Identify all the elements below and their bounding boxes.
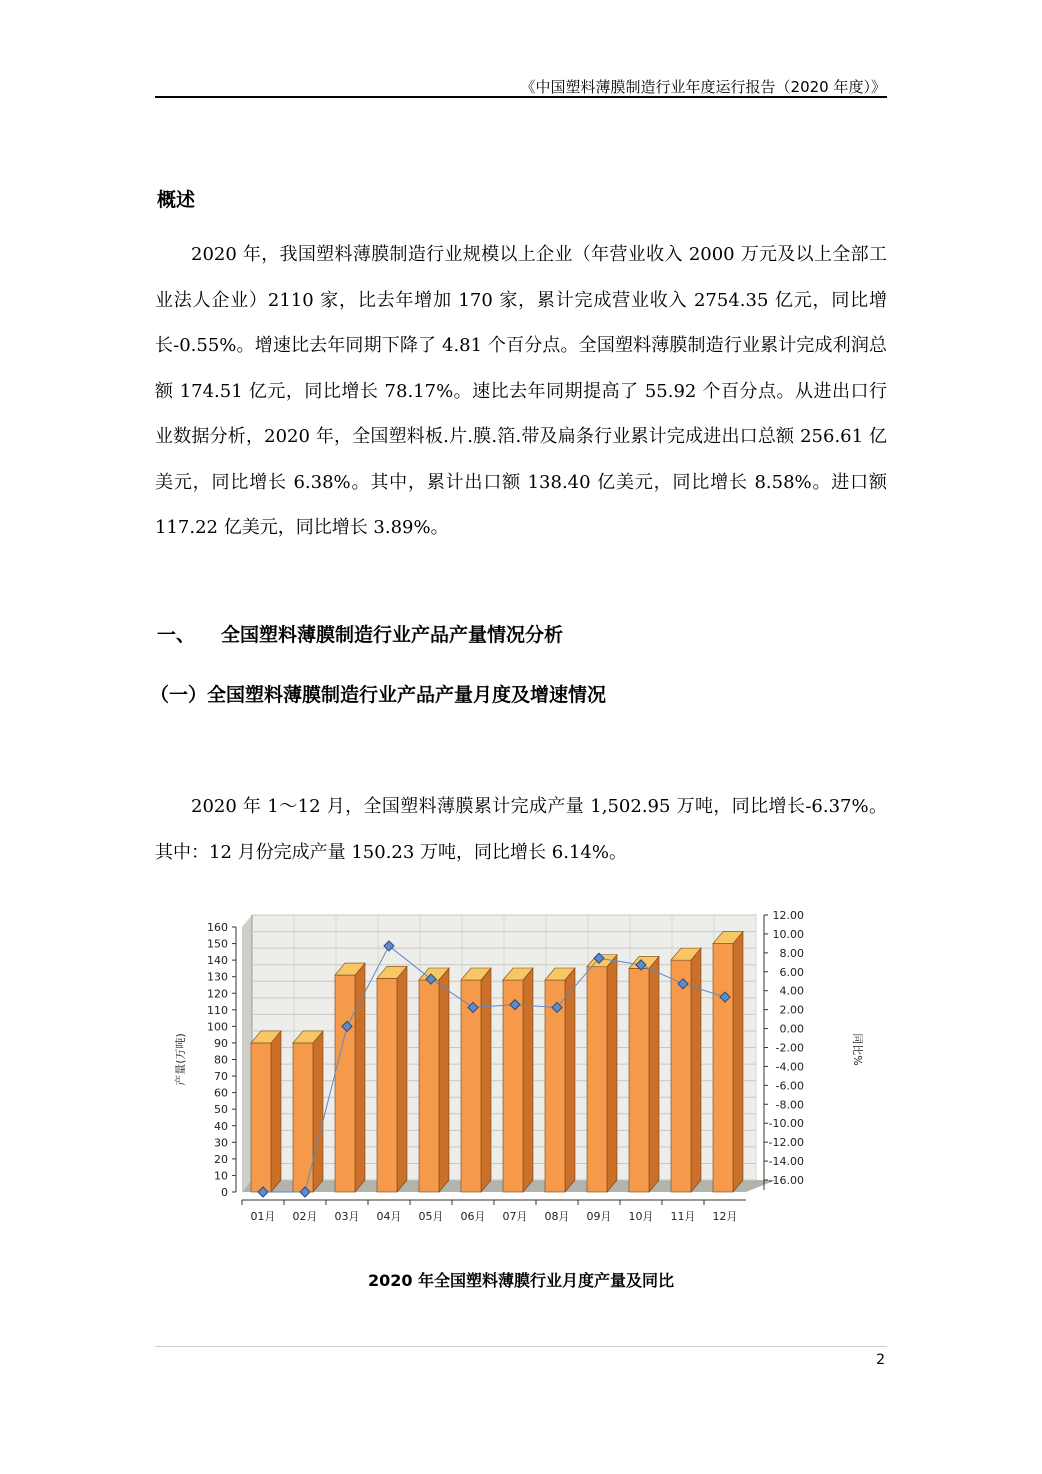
y-right-tick-label: 8.00 [779,946,804,960]
bar [293,1043,313,1192]
overview-paragraph: 2020 年，我国塑料薄膜制造行业规模以上企业（年营业收入 2000 万元及以上全部工业法人企业）2110 家，比去年增加 170 家，累计完成营业收入 2754.35 亿元，同比增长-0.55%。增速比去年同期下降了 4.81 个百分点。全国塑料薄膜制造行业累计完成利润总额 174.51 亿元，同比增长 78.17%。速比去年同期提高了 55.92 个百分点。从进出口行业数据分析，2020 年，全国塑料板.片.膜.箔.带及扁条行业累计完成进出口总额 256.61 亿美元，同比增长 6.38%。其中，累计出口额 138.40 亿美元，同比增长 8.58%。进口额 117.22 亿美元，同比增长 3.89%。 [155,244,887,538]
y-tick-label: 10 [214,1169,228,1183]
bar [503,980,523,1192]
y-right-tick-label: -10.00 [768,1117,804,1131]
bar [251,1043,271,1192]
bar [629,968,649,1192]
x-tick-label: 09月 [586,1210,612,1223]
y-tick-label: 120 [207,987,228,1001]
bar-side [649,956,659,1192]
x-tick-label: 01月 [250,1210,276,1223]
y-axis-right-label: 同比% [851,1033,864,1066]
bar [545,980,565,1192]
y-tick-label: 60 [214,1086,228,1100]
bar [461,980,481,1192]
chart-side-wall [242,915,252,1192]
y-right-tick-label: 4.00 [779,984,804,998]
y-tick-label: 20 [214,1152,228,1166]
y-tick-label: 40 [214,1119,228,1133]
y-right-tick-label: -8.00 [775,1098,804,1112]
x-tick-label: 02月 [292,1210,318,1223]
x-tick-label: 08月 [544,1210,570,1223]
bar-side [523,968,533,1192]
y-right-tick-label: -14.00 [768,1155,804,1169]
y-right-tick-label: -12.00 [768,1136,804,1150]
bar-side [481,968,491,1192]
y-axis-label: 产量(万吨) [174,1033,187,1086]
bar-side [439,968,449,1192]
bar-side [565,968,575,1192]
y-right-tick-label: 12.00 [772,909,804,922]
x-tick-label: 10月 [628,1210,654,1223]
y-right-tick-label: -4.00 [775,1060,804,1074]
section-number: 一、 [157,624,196,646]
y-tick-label: 150 [207,937,228,951]
y-tick-label: 140 [207,954,228,968]
production-chart-svg [170,900,870,1240]
y-right-tick-label: 0.00 [779,1022,804,1036]
overview-heading: 概述 [157,189,196,211]
x-tick-label: 04月 [376,1210,402,1223]
bar-side [691,948,701,1192]
y-tick-label: 50 [214,1103,228,1117]
y-tick-label: 30 [214,1136,228,1150]
bar [713,944,733,1192]
y-tick-label: 80 [214,1053,228,1067]
section-title: 全国塑料薄膜制造行业产品产量情况分析 [221,624,564,646]
bar [671,960,691,1192]
page-number: 2 [876,1352,885,1368]
bar-side [355,963,365,1192]
footer-rule [155,1346,887,1347]
bar [587,967,607,1192]
production-paragraph: 2020 年 1～12 月，全国塑料薄膜累计完成产量 1,502.95 万吨，同比增长-6.37%。其中：12 月份完成产量 150.23 万吨，同比增长 6.14%。 [155,796,887,863]
section-heading [157,620,563,647]
subsection-heading: （一）全国塑料薄膜制造行业产品产量月度及增速情况 [150,684,607,706]
x-tick-label: 06月 [460,1210,486,1223]
header-title: 《中国塑料薄膜制造行业年度运行报告（2020 年度）》 [520,78,886,96]
x-tick-label: 05月 [418,1210,444,1223]
bar [419,980,439,1192]
y-tick-label: 100 [207,1020,228,1034]
header-rule [155,96,887,98]
y-tick-label: 0 [221,1186,228,1199]
y-right-tick-label: -16.00 [768,1174,804,1187]
bar-side [607,955,617,1192]
x-tick-label: 11月 [670,1210,696,1223]
chart-caption: 2020 年全国塑料薄膜行业月度产量及同比 [367,1271,675,1290]
bar [377,978,397,1192]
bar-side [733,932,743,1192]
y-right-tick-label: -6.00 [775,1079,804,1093]
bar-side [271,1031,281,1192]
y-tick-label: 130 [207,970,228,984]
y-tick-label: 160 [207,921,228,934]
bar-side [397,966,407,1192]
y-tick-label: 70 [214,1070,228,1084]
bar-side [313,1031,323,1192]
x-tick-label: 12月 [712,1210,738,1223]
x-tick-label: 03月 [334,1210,360,1223]
production-chart [170,900,870,1240]
y-right-tick-label: 2.00 [779,1003,804,1017]
y-tick-label: 90 [214,1036,228,1050]
y-tick-label: 110 [207,1003,228,1017]
y-right-tick-label: 10.00 [772,927,804,941]
x-tick-label: 07月 [502,1210,528,1223]
y-right-tick-label: 6.00 [779,965,804,979]
y-right-tick-label: -2.00 [775,1041,804,1055]
bar [335,975,355,1192]
